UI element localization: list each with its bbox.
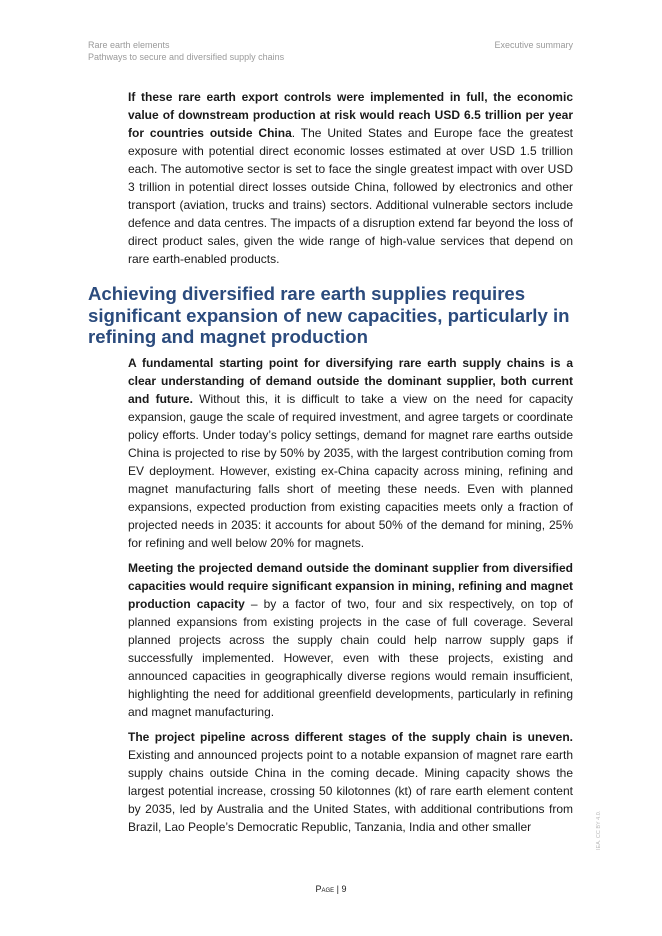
header-left	[88, 39, 284, 63]
paragraph-2	[128, 354, 573, 552]
paragraph-4	[128, 728, 573, 836]
paragraph-2-text: Without this, it is difficult to take a view on the need for capacity expansion, gauge the scale of required investment, and agree targets or coordinate policy efforts. Under today’s policy settings, demand for magnet rare earths outside China is projected to rise by 50% by 2035, with the largest contribution coming from EV deployment. However, existing ex-China capacity across mining, refining and magnet manufacturing falls short of meeting these needs. Even with planned expansions, expected production from existing capacities meets only a fraction of projected needs in 2035: it accounts for about 50% of the demand for mining, 25% for refining and well below 20% for magnets.	[128, 392, 574, 550]
header-title: Rare earth elements	[88, 40, 170, 50]
page-separator: |	[334, 884, 342, 894]
paragraph-4-lead: The project pipeline across different stages of the supply chain is uneven.	[128, 730, 573, 744]
paragraph-3-lead: Meeting the projected demand outside the dominant supplier from diversified capacities would require significant expansion in mining, refining and magnet production capacity	[128, 561, 573, 611]
header-subtitle: Pathways to secure and diversified supply chains	[88, 52, 285, 62]
paragraph-3	[128, 559, 573, 721]
section-heading: Achieving diversified rare earth supplies requires significant expansion of new capacities, particularly in refining and magnet production	[88, 283, 570, 347]
paragraph-4-text: Existing and announced projects point to a notable expansion of magnet rare earth supply chains outside China in the coming decade. Mining capacity shows the largest potential increase, crossing 50 kilotonnes (kt) of rare earth element content by 2035, led by Australia and the United States, with additional contributions from Brazil, Lao People’s Democratic Republic, Tanzania, India and other smaller	[128, 748, 573, 834]
page-number: 9	[341, 884, 347, 894]
paragraph-1-text: . The United States and Europe face the greatest exposure with potential direct economic losses estimated at over USD 1.5 trillion each. The automotive sector is set to face the single greatest impact with over USD 3 trillion in potential direct losses outside China, followed by electronics and other transport (aviation, trucks and trains) sectors. Additional vulnerable sectors include defence and data centres. The impacts of a disruption extend far beyond the loss of direct product sales, given the wide range of high-value services that depend on rare earth-enabled products.	[128, 126, 573, 266]
paragraph-3-text: – by a factor of two, four and six respectively, on top of planned expansions from existing projects in the case of full coverage. Several planned projects across the supply chain could help narrow supply gaps if successfully implemented. However, even with these projects, existing and announced capacities in geographically diverse regions would remain insufficient, highlighting the need for additional greenfield developments, particularly in refining and magnet manufacturing.	[128, 597, 573, 719]
header-section: Executive summary	[494, 40, 573, 50]
paragraph-1-lead: If these rare earth export controls were implemented in full, the economic value of downstream production at risk would reach USD 6.5 trillion per year for countries outside China	[128, 90, 573, 140]
paragraph-2-lead: A fundamental starting point for diversifying rare earth supply chains is a clear understanding of demand outside the dominant supplier, both current and future.	[128, 356, 573, 406]
page-label: Page	[315, 884, 335, 894]
paragraph-1	[128, 88, 573, 268]
license-watermark: IEA. CC BY 4.0.	[596, 810, 602, 850]
page-footer	[0, 884, 662, 894]
